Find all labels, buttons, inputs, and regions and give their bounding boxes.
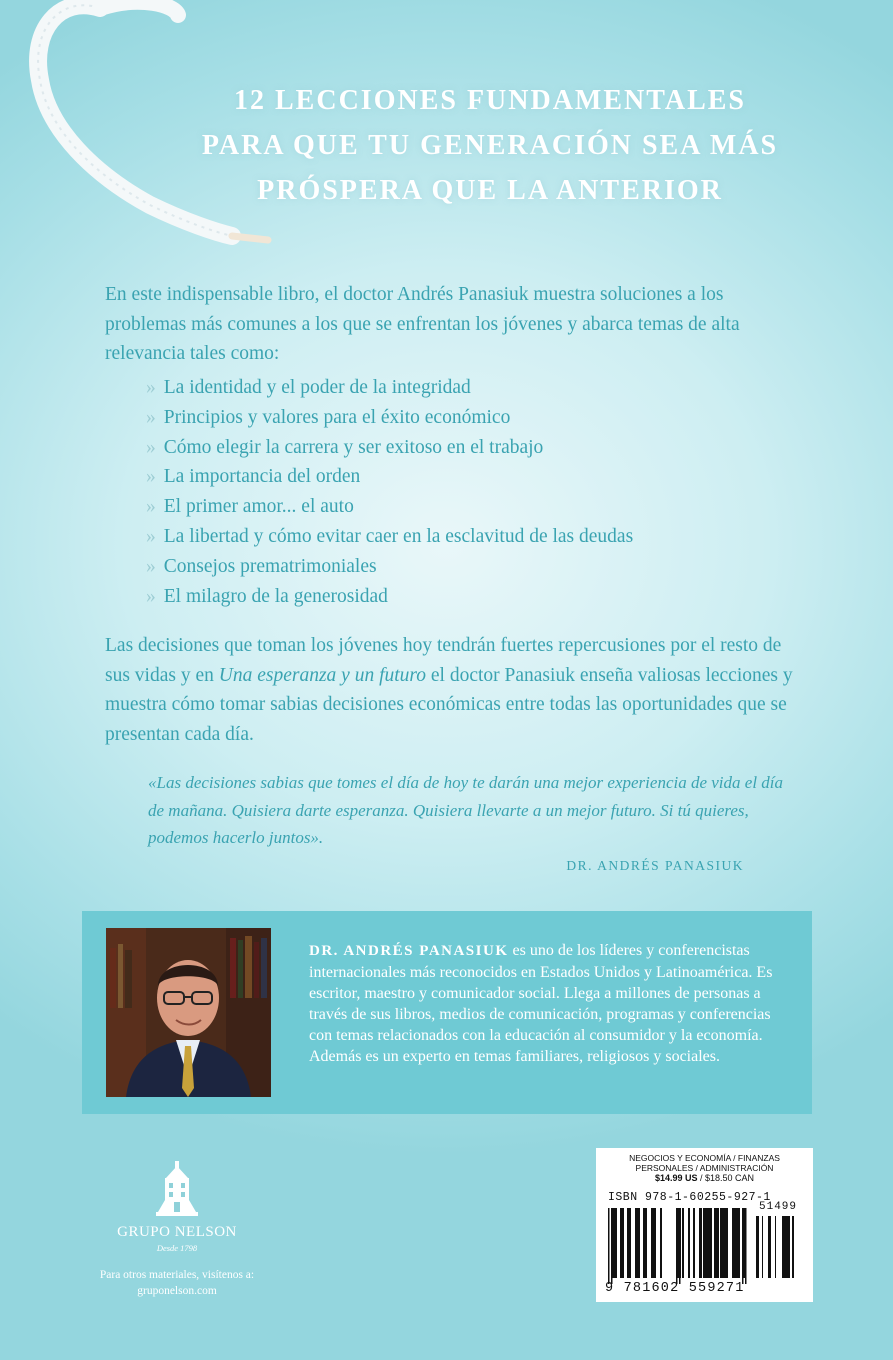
intro-paragraph: En este indispensable libro, el doctor Andrés Panasiuk muestra soluciones a los problemas más comunes a los que se enfrentan los jóvenes y abarca temas de alta relevancia tales como: <box>105 284 740 364</box>
barcode-box <box>596 1148 813 1302</box>
list-item: » La importancia del orden <box>146 466 361 488</box>
barcode-category: NEGOCIOS Y ECONOMÍA / FINANZAS PERSONALES / ADMINISTRACIÓN <box>629 1153 780 1173</box>
bullet-icon: » <box>146 466 156 488</box>
publisher-block <box>82 1160 272 1299</box>
list-item: » La identidad y el poder de la integridad <box>146 377 471 398</box>
barcode-icon <box>596 1148 813 1302</box>
author-name: DR. ANDRÉS PANASIUK <box>309 943 509 959</box>
bullet-icon: » <box>146 525 156 547</box>
headline-line-1: 12 LECCIONES FUNDAMENTALES <box>234 85 746 116</box>
list-item: » Principios y valores para el éxito económico <box>146 406 511 428</box>
bullet-icon: » <box>146 377 156 398</box>
publisher-since: Desde 1798 <box>156 1243 198 1253</box>
barcode-price: $14.99 US / $18.50 CAN <box>654 1173 755 1183</box>
list-item: » Consejos prematrimoniales <box>146 555 377 577</box>
bullet-icon: » <box>146 555 156 577</box>
headline-line-3: PRÓSPERA QUE LA ANTERIOR <box>257 175 723 206</box>
body-paragraph: Las decisiones que toman los jóvenes hoy tendrán fuertes repercusiones por el resto de sus vidas y en Una esperanza y un futuro el doctor Panasiuk enseña valiosas lecciones y muestra cómo tomar sabias decisiones económicas entre todas las oportunidades que se presentan cada día. <box>105 635 793 745</box>
bullet-icon: » <box>146 585 156 607</box>
list-item: » Cómo elegir la carrera y ser exitoso en el trabajo <box>146 436 544 458</box>
author-quote: «Las decisiones sabias que tomes el día de hoy te darán una mejor experiencia de vida el día de mañana. Quisiera darte esperanza. Quisiera llevarte a un mejor futuro. Si tú quieres, podemos hacerlo juntos». <box>148 773 784 847</box>
list-item: » La libertad y cómo evitar caer en la esclavitud de las deudas <box>146 525 634 547</box>
topics-list <box>146 373 786 611</box>
quote-attribution: DR. ANDRÉS PANASIUK <box>566 858 744 873</box>
bullet-icon: » <box>146 496 156 518</box>
book-title: Una esperanza y un futuro <box>218 664 427 686</box>
list-item: » El primer amor... el auto <box>146 496 354 518</box>
publisher-name: GRUPO NELSON <box>117 1224 237 1240</box>
bullet-icon: » <box>146 406 156 428</box>
headline-line-2: PARA QUE TU GENERACIÓN SEA MÁS <box>201 130 779 161</box>
headline <box>180 78 800 213</box>
author-photo <box>106 928 271 1097</box>
publisher-logo-icon <box>152 1160 202 1222</box>
bullet-icon: » <box>146 436 156 458</box>
barcode-number: 9 781602 559271 <box>605 1281 745 1296</box>
barcode-addon-number: 51499 <box>759 1201 798 1213</box>
publisher-visit: Para otros materiales, visítenos a: gruponelson.com <box>82 1267 272 1299</box>
publisher-website[interactable]: gruponelson.com <box>137 1285 217 1297</box>
author-bio: DR. ANDRÉS PANASIUK es uno de los líderes y conferencistas internacionales más reconocidos en Estados Unidos y Latinoamérica. Es escritor, maestro y comunicador social. Llega a millones de personas a través de sus libros, medios de comunicación, programas y conferencias con temas relacionados con la educación al consumidor y la economía. Además es un experto en temas familiares, religiosos y sociales. <box>309 942 773 1065</box>
isbn-label: ISBN 978-1-60255-927-1 <box>608 1191 771 1204</box>
list-item: » El milagro de la generosidad <box>146 585 388 607</box>
